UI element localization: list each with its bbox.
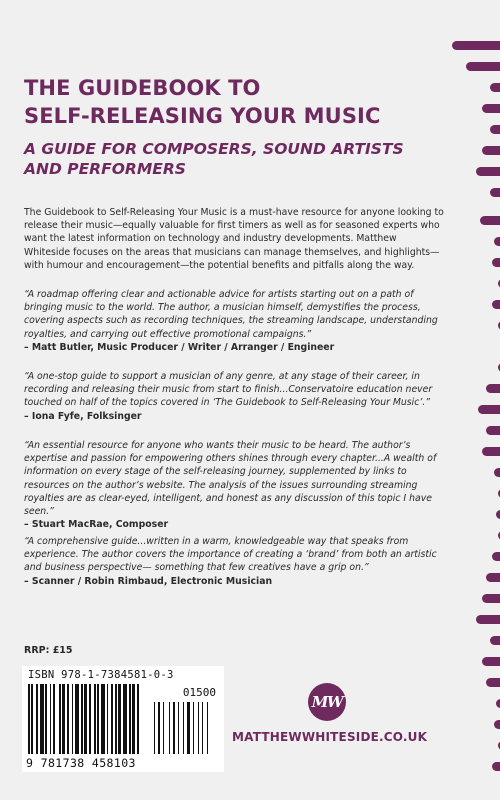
book-subtitle [24, 139, 424, 179]
book-title [24, 74, 424, 130]
barcode-stripe [72, 684, 73, 754]
barcode-stripe [101, 684, 105, 754]
wave-bar [482, 104, 500, 113]
review-quote [24, 370, 444, 423]
wave-bar [492, 762, 500, 771]
wave-bar [486, 678, 500, 687]
barcode-stripe [207, 702, 208, 754]
wave-bar [492, 552, 500, 561]
quote-text: “A roadmap offering clear and actionable advice for artists starting out on a path of bringing music to the world. The author, a musician himself, demystifies the process, covering aspects such as recording techniques, the streaming landscape, understanding royalties, and carrying out effective promotional campaigns.” [24, 289, 438, 340]
barcode-stripe [202, 702, 203, 754]
review-quote [24, 439, 444, 531]
barcode-stripe [81, 684, 83, 754]
isbn-barcode [22, 666, 224, 772]
quote-text: “An essential resource for anyone who wants their music to be heard. The author’s expertise and passion for empowering others shines through every chapter...A wealth of information on every stage of the self-releasing journey, supplemented by links to resources on the author’s website. The analysis of the issues surrounding streaming royalties are as clear-eyed, intelligent, and honest as any discussion of this topic I have seen.” [24, 440, 437, 518]
wave-bar [476, 167, 500, 176]
wave-bar [490, 83, 500, 92]
barcode-stripe [178, 702, 179, 754]
review-quote [24, 535, 444, 588]
quote-text: “A one-stop guide to support a musician of any genre, at any stage of their career, in recording and releasing their music from start to finish...Conservatoire education never touched on half of the topics covered in ‘The Guidebook to Self-Releasing Your Music’.” [24, 371, 433, 409]
isbn-number: ISBN 978-1-7384581-0-3 [28, 669, 174, 681]
wave-bar [486, 426, 500, 435]
wave-bar [480, 216, 500, 225]
logo-monogram: MW [311, 693, 343, 711]
wave-bar [486, 384, 500, 393]
barcode-stripe [187, 702, 190, 754]
barcode-stripe [62, 684, 65, 754]
barcode-stripe [53, 684, 55, 754]
barcode-stripe [36, 684, 38, 754]
quote-attribution: – Iona Fyfe, Folksinger [24, 410, 142, 422]
wave-bar [494, 720, 500, 729]
wave-bar [492, 300, 500, 309]
quote-attribution: – Stuart MacRae, Composer [24, 519, 169, 531]
barcode-stripe [94, 684, 96, 754]
barcode-stripe [198, 702, 199, 754]
review-quote [24, 288, 444, 354]
wave-bar [478, 405, 500, 414]
barcode-stripe [132, 684, 135, 754]
wave-bar [492, 258, 500, 267]
barcode-stripe [158, 702, 160, 754]
website-url: MATTHEWWHITESIDE.CO.UK [232, 730, 428, 744]
barcode-stripe [118, 684, 121, 754]
wave-bar [486, 573, 500, 582]
subtitle-line-1: A GUIDE FOR COMPOSERS, SOUND ARTISTS [24, 140, 404, 158]
wave-bar [476, 615, 500, 624]
barcode-stripe [40, 684, 44, 754]
barcode-stripe [59, 684, 61, 754]
title-line-1: THE GUIDEBOOK TO [24, 76, 261, 100]
barcode-stripe [163, 702, 164, 754]
quote-text: “A comprehensive guide...written in a warm, knowledgeable way that speaks from experience. The author covers the importance of creating a ‘brand’ from both an artistic and business perspective— something that few creatives have a grip on.” [24, 536, 437, 574]
wave-bar [490, 125, 500, 134]
wave-bar [482, 657, 500, 666]
wave-bar [482, 146, 500, 155]
subtitle-line-2: AND PERFORMERS [24, 160, 186, 178]
barcode-stripe [115, 684, 117, 754]
wave-bar [490, 188, 500, 197]
wave-bar [496, 699, 500, 708]
wave-bar [494, 237, 500, 246]
wave-bar [482, 594, 500, 603]
rrp-price: RRP: £15 [24, 645, 73, 656]
wave-bar [490, 636, 500, 645]
barcode-stripe [50, 684, 51, 754]
barcode-stripe [89, 684, 91, 754]
barcode-stripe [31, 684, 33, 754]
barcode-stripe [154, 702, 155, 754]
barcode-stripe [67, 684, 69, 754]
wave-bar [494, 468, 500, 477]
barcode-stripe [193, 702, 194, 754]
wave-bar [496, 510, 500, 519]
barcode-stripe [137, 684, 139, 754]
wave-bar [466, 62, 500, 71]
wave-bar [482, 447, 500, 456]
barcode-stripe [111, 684, 113, 754]
barcode-stripe [28, 684, 30, 754]
intro-paragraph: The Guidebook to Self-Releasing Your Music is a must-have resource for anyone looking to release their music—equally valuable for first timers as well as for seasoned experts who want the latest information on technology and industry developments. Matthew Whiteside focuses on the areas that musicians can manage themselves, and highlights—with humour and encouragement—the potential benefits and pitfalls along the way. [24, 207, 444, 271]
price-code: 01500 [182, 686, 216, 699]
barcode-stripe [183, 702, 184, 754]
barcode-stripe [84, 684, 87, 754]
barcode-digits: 9 781738 458103 [26, 756, 136, 770]
barcode-stripe [97, 684, 99, 754]
barcode-stripe [173, 702, 175, 754]
title-line-2: SELF-RELEASING YOUR MUSIC [24, 104, 381, 128]
quote-attribution: – Matt Butler, Music Producer / Writer / Arranger / Engineer [24, 341, 335, 353]
mw-logo [308, 683, 346, 721]
wave-bar [452, 41, 500, 50]
barcode-stripe [107, 684, 108, 754]
barcode-stripe [129, 684, 131, 754]
barcode-stripe [123, 684, 127, 754]
quote-attribution: – Scanner / Robin Rimbaud, Electronic Musician [24, 575, 273, 587]
barcode-stripe [45, 684, 47, 754]
barcode-stripe [75, 684, 79, 754]
barcode-stripe [169, 702, 170, 754]
